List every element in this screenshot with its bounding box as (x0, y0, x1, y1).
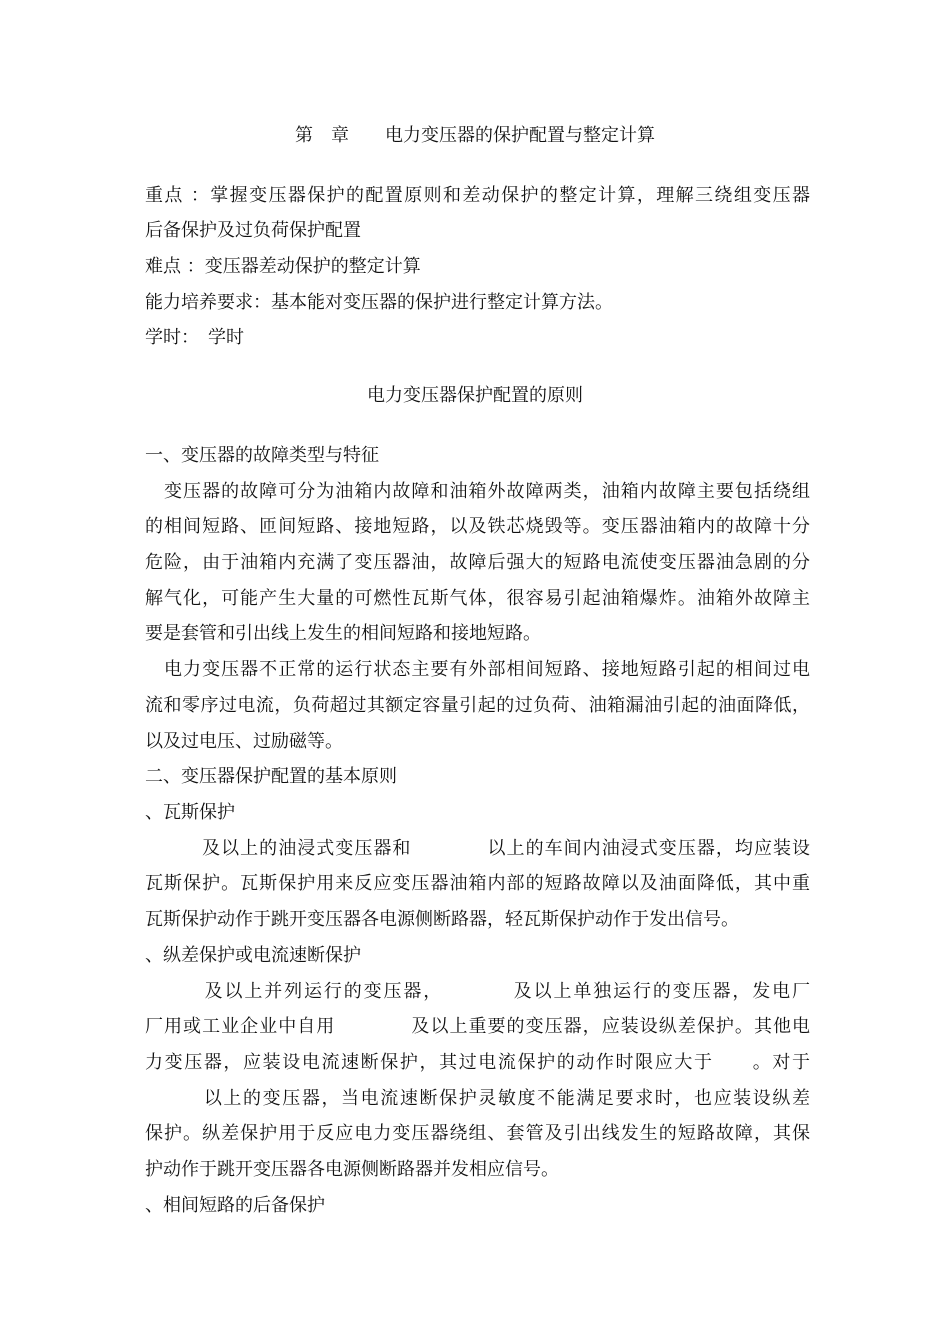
difficulty-line: 难点 ：变压器差动保护的整定计算 (145, 256, 421, 277)
part1-para2-line: 流和零序过电流，负荷超过其额定容量引起的过负荷、油箱漏油引起的油面降低， (145, 695, 810, 716)
gas-protection-line: 瓦斯保护动作于跳开变压器各电源侧断路器，轻瓦斯保护动作于发出信号。 (145, 909, 739, 930)
section-title: 电力变压器保护配置的原则 (367, 385, 583, 406)
diff-protection-line: 护动作于跳开变压器各电源侧断路器并发相应信号。 (145, 1159, 559, 1180)
diff-protection-line: 厂用或工业企业中自用 及以上重要的变压器，应装设纵差保护。其他电 (145, 1016, 810, 1037)
diff-protection-line: 力变压器，应装设电流速断保护，其过电流保护的动作时限应大于 。对于 (145, 1052, 810, 1073)
part1-para1-line: 解气化，可能产生大量的可燃性瓦斯气体，很容易引起油箱爆炸。油箱外故障主 (145, 588, 810, 609)
chapter-title: 第 章 电力变压器的保护配置与整定计算 (295, 125, 655, 146)
part1-para1-line: 危险，由于油箱内充满了变压器油，故障后强大的短路电流使变压器油急剧的分 (145, 552, 810, 573)
hours-line: 学时： 学时 (145, 327, 244, 348)
key-points-line-2: 后备保护及过负荷保护配置 (145, 220, 361, 241)
gas-protection-line: 及以上的油浸式变压器和 以上的车间内油浸式变压器，均应装设 (145, 838, 810, 859)
diff-protection-line: 及以上并列运行的变压器， 及以上单独运行的变压器，发电厂 (145, 981, 810, 1002)
key-points-line-1: 重点 ：掌握变压器保护的配置原则和差动保护的整定计算，理解三绕组变压器 (145, 185, 810, 206)
backup-protection-heading: 、相间短路的后备保护 (145, 1195, 325, 1216)
part1-heading: 一、变压器的故障类型与特征 (145, 445, 379, 466)
diff-protection-line: 保护。纵差保护用于反应电力变压器绕组、套管及引出线发生的短路故障，其保 (145, 1123, 810, 1144)
part1-para1-line: 要是套管和引出线上发生的相间短路和接地短路。 (145, 623, 541, 644)
part2-heading: 二、变压器保护配置的基本原则 (145, 766, 397, 787)
diff-protection-heading: 、纵差保护或电流速断保护 (145, 945, 361, 966)
diff-protection-line: 以上的变压器，当电流速断保护灵敏度不能满足要求时，也应装设纵差 (145, 1088, 810, 1109)
part1-para1-line: 的相间短路、匝间短路、接地短路，以及铁芯烧毁等。变压器油箱内的故障十分 (145, 516, 810, 537)
part1-para1-line: 变压器的故障可分为油箱内故障和油箱外故障两类，油箱内故障主要包括绕组 (145, 481, 810, 502)
gas-protection-line: 瓦斯保护。瓦斯保护用来反应变压器油箱内部的短路故障以及油面降低，其中重 (145, 873, 810, 894)
part1-para2-line: 以及过电压、过励磁等。 (145, 731, 343, 752)
gas-protection-heading: 、瓦斯保护 (145, 802, 235, 823)
ability-line: 能力培养要求：基本能对变压器的保护进行整定计算方法。 (145, 292, 613, 313)
part1-para2-line: 电力变压器不正常的运行状态主要有外部相间短路、接地短路引起的相间过电 (145, 659, 810, 680)
